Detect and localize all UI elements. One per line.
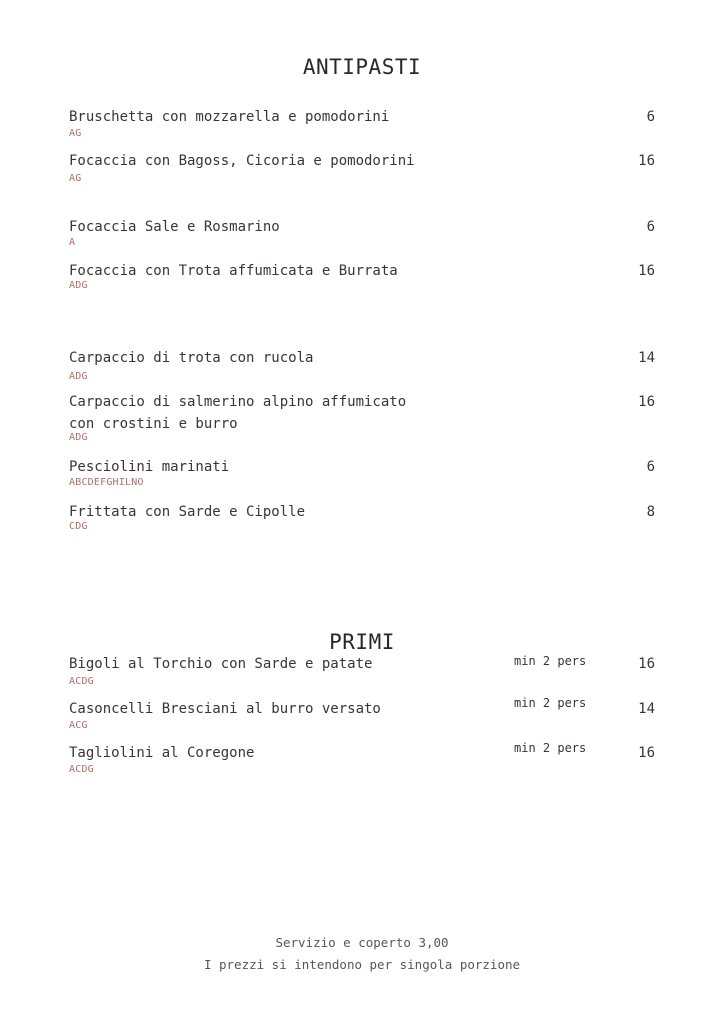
item-name: Carpaccio di salmerino alpino affumicato <box>69 394 407 410</box>
item-allergens: AG <box>69 173 82 184</box>
item-price: 8 <box>646 504 655 520</box>
service-charge: Servizio e coperto 3,00 <box>275 935 449 950</box>
item-price: 16 <box>638 394 655 410</box>
item-allergens: CDG <box>69 521 88 532</box>
item-allergens: ACG <box>69 720 88 731</box>
min-portion-note: min 2 pers <box>514 696 587 710</box>
price-note: I prezzi si intendono per singola porzione <box>203 957 521 972</box>
item-price: 16 <box>638 656 655 672</box>
item-name: Tagliolini al Coregone <box>69 745 255 761</box>
item-allergens: ACDG <box>69 676 94 687</box>
item-price: 6 <box>646 109 655 125</box>
item-name: Focaccia Sale e Rosmarino <box>69 219 280 235</box>
item-name: Pesciolini marinati <box>69 459 230 475</box>
item-price: 16 <box>638 153 655 169</box>
item-name: Bruschetta con mozzarella e pomodorini <box>69 109 390 125</box>
item-price: 6 <box>646 219 655 235</box>
item-allergens: ADG <box>69 371 88 382</box>
item-name: Bigoli al Torchio con Sarde e patate <box>69 656 373 672</box>
item-name-line2: con crostini e burro <box>69 416 238 432</box>
item-price: 14 <box>638 350 655 366</box>
item-allergens: ACDG <box>69 764 94 775</box>
min-portion-note: min 2 pers <box>514 654 587 668</box>
item-price: 16 <box>638 745 655 761</box>
item-allergens: ADG <box>69 280 88 291</box>
item-name: Casoncelli Bresciani al burro versato <box>69 701 381 717</box>
item-name: Focaccia con Bagoss, Cicoria e pomodorini <box>69 153 415 169</box>
item-price: 14 <box>638 701 655 717</box>
item-name: Frittata con Sarde e Cipolle <box>69 504 306 520</box>
min-portion-note: min 2 pers <box>514 741 587 755</box>
item-allergens: ABCDEFGHILNO <box>69 477 144 488</box>
item-name: Focaccia con Trota affumicata e Burrata <box>69 263 398 279</box>
antipasti-heading: ANTIPASTI <box>302 55 422 79</box>
item-price: 6 <box>646 459 655 475</box>
item-price: 16 <box>638 263 655 279</box>
item-allergens: AG <box>69 128 82 139</box>
item-allergens: ADG <box>69 432 88 443</box>
primi-heading: PRIMI <box>329 630 395 654</box>
item-name: Carpaccio di trota con rucola <box>69 350 314 366</box>
item-allergens: A <box>69 237 76 248</box>
